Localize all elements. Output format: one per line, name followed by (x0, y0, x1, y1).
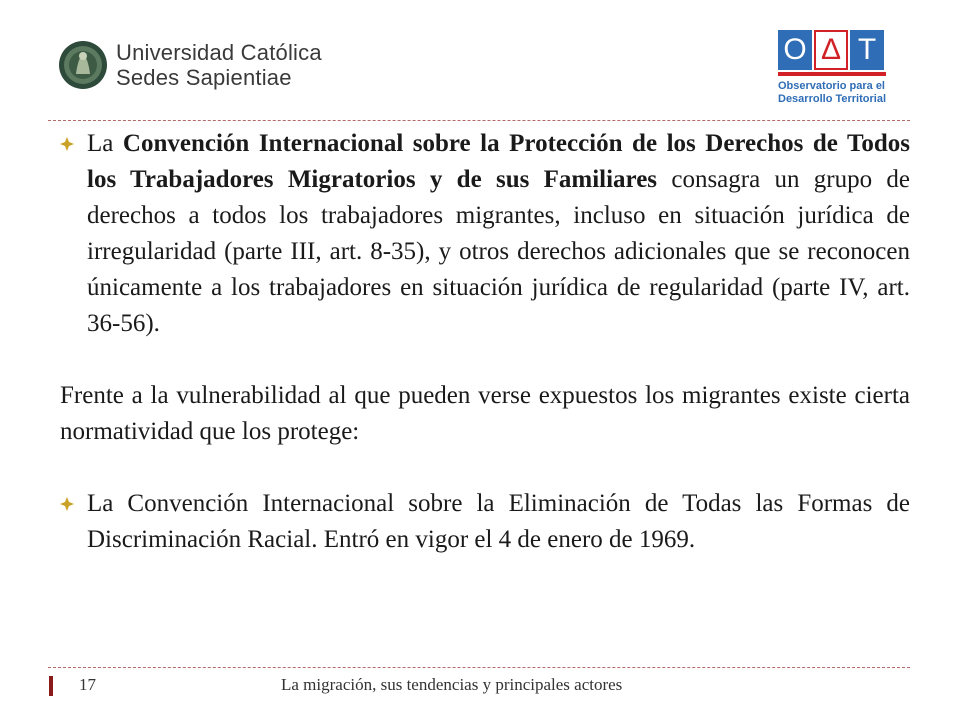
odt-text-line1: Observatorio para el (778, 80, 885, 92)
university-logo (58, 38, 322, 94)
intro-paragraph: Frente a la vulnerabilidad al que pueden verse expuestos los migrantes existe cierta normatividad que los protege: (60, 382, 910, 445)
odt-letter-delta: Δ (814, 30, 848, 70)
odt-letter-boxes (778, 30, 884, 70)
odt-letter-o: O (778, 30, 812, 70)
bullet1-prefix: La (87, 130, 123, 157)
footer-marker (49, 676, 53, 696)
page-number: 17 (79, 675, 96, 694)
odt-text-line2: Desarrollo Territorial (778, 93, 886, 105)
bullet-item-1 (60, 126, 910, 342)
odt-logo (776, 30, 896, 108)
bullet-item-2 (60, 486, 910, 558)
top-divider (48, 120, 910, 121)
university-name-line2: Sedes Sapientiae (116, 65, 292, 90)
bullet2-text: La Convención Internacional sobre la Eliminación de Todas las Formas de Discriminación Racial. Entró en vigor el 4 de enero de 1969. (87, 490, 910, 553)
bottom-divider (48, 667, 910, 668)
diamond-bullet-icon (60, 497, 74, 511)
odt-red-bar (778, 72, 886, 76)
university-name-line1: Universidad Católica (116, 40, 322, 65)
footer-title: La migración, sus tendencias y principales actores (281, 675, 623, 694)
university-seal-icon (58, 40, 108, 90)
diamond-bullet-icon (60, 137, 74, 151)
bullet1-body: consagra un grupo de derechos a todos los trabajadores migrantes, incluso en situación jurídica de irregularidad (parte III, art. 8-35), y otros derechos adicionales que se reconocen únicamente a los trabajadores en situación jurídica de regularidad (parte IV, art. 36-56). (87, 166, 911, 337)
odt-letter-t: T (850, 30, 884, 70)
convention-title: Convención Internacional sobre la Protección de los Derechos de Todos los Trabajadores Migratorios y de sus Familiares (87, 130, 910, 193)
slide-content (60, 126, 910, 558)
